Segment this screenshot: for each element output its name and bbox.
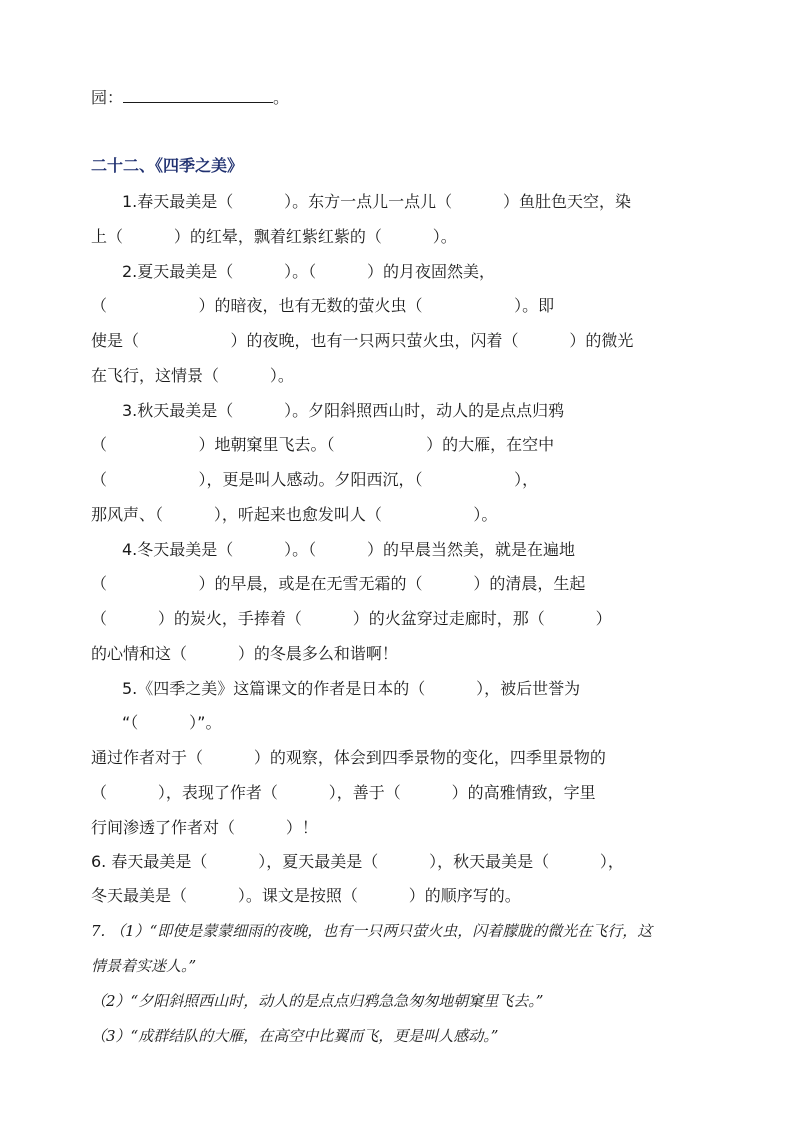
- question-3-line-1: 3.秋天最美是（ ）。夕阳斜照西山时，动人的是点点归鸦: [122, 401, 565, 420]
- question-5-line-2: “（ ）”。: [122, 713, 222, 732]
- question-1-line-2: 上（ ）的红晕，飘着红紫红紫的（ ）。: [91, 227, 457, 246]
- question-4-line-3: （ ）的炭火，手捧着（ ）的火盆穿过走廊时，那（ ）: [91, 609, 612, 628]
- question-7-item-1-line-1: 7. （1）“即使是蒙蒙细雨的夜晚，也有一只两只萤火虫，闪着朦胧的微光在飞行，这: [91, 922, 653, 940]
- answer-line-garden: [91, 88, 289, 108]
- question-7-item-3: （3）“成群结队的大雁，在高空中比翼而飞，更是叫人感动。”: [91, 1027, 499, 1045]
- question-4-line-2: （ ）的早晨，或是在无雪无霜的（ ）的清晨，生起: [91, 574, 586, 593]
- question-4-line-1: 4.冬天最美是（ ）。（ ）的早晨当然美，就是在遍地: [122, 540, 575, 559]
- question-7-item-1-line-2: 情景着实迷人。”: [91, 957, 197, 975]
- question-5-line-1: 5.《四季之美》这篇课文的作者是日本的（ ），被后世誉为: [122, 679, 581, 698]
- question-1-line-1: 1.春天最美是（ ）。东方一点儿一点儿（ ）鱼肚色天空，染: [122, 192, 631, 211]
- answer-blank[interactable]: [123, 88, 273, 103]
- question-5-line-5: 行间渗透了作者对（ ）！: [91, 818, 318, 837]
- question-2-line-1: 2.夏天最美是（ ）。（ ）的月夜固然美，: [122, 262, 495, 281]
- section-title: 二十二、《四季之美》: [91, 156, 244, 175]
- question-4-line-4: 的心情和这（ ）的冬晨多么和谐啊！: [91, 644, 398, 663]
- answer-suffix: 。: [273, 88, 290, 107]
- question-3-line-4: 那风声、（ ），听起来也愈发叫人（ ）。: [91, 505, 498, 524]
- question-7-item-2: （2）“夕阳斜照西山时，动人的是点点归鸦急急匆匆地朝窠里飞去。”: [91, 992, 544, 1010]
- question-2-line-2: （ ）的暗夜，也有无数的萤火虫（ ）。即: [91, 296, 555, 315]
- question-6-line-1: 6. 春天最美是（ ），夏天最美是（ ），秋天最美是（ ），: [91, 852, 624, 871]
- question-6-line-2: 冬天最美是（ ）。课文是按照（ ）的顺序写的。: [91, 886, 521, 905]
- question-5-line-4: （ ），表现了作者（ ），善于（ ）的高雅情致，字里: [91, 783, 596, 802]
- question-5-line-3: 通过作者对于（ ）的观察，体会到四季景物的变化，四季里景物的: [91, 748, 606, 767]
- question-2-line-4: 在飞行，这情景（ ）。: [91, 366, 294, 385]
- question-3-line-3: （ ），更是叫人感动。夕阳西沉，（ ），: [91, 470, 539, 489]
- question-3-line-2: （ ）地朝窠里飞去。（ ）的大雁，在空中: [91, 435, 555, 454]
- question-2-line-3: 使是（ ）的夜晚，也有一只两只萤火虫，闪着（ ）的微光: [91, 331, 634, 350]
- answer-prefix: 园：: [91, 88, 124, 107]
